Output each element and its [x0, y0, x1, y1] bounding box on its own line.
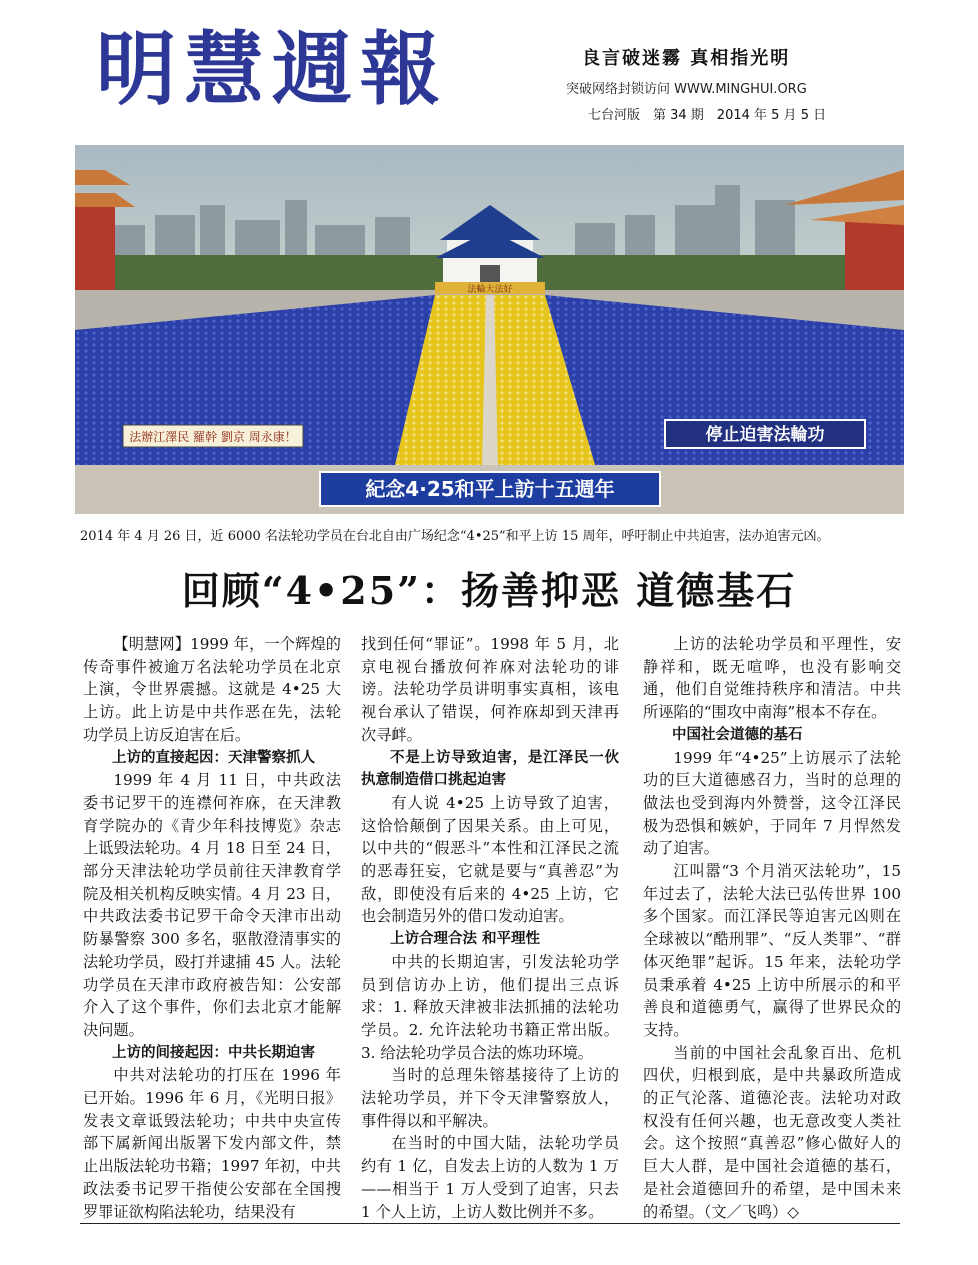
paragraph: 1999 年 4 月 11 日，中共政法委书记罗干的连襟何祚庥，在天津教育学院办的《青少年科技博览》杂志上诋毁法轮功。4 月 18 日至 24 日，部分天津法轮功学员前往天津教育学院及相关机构反映实情。4 月 23 日，中共政法委书记罗干命令天津市出动防暴警察 300 多名，驱散澄清事实的法轮功学员，殴打并逮捕 45 人。法轮功学员在天津市政府被告知：公安部介入了这个事件，你们去北京才能解决问题。	[83, 771, 341, 1039]
subheading: 上访合理合法 和平理性	[390, 931, 541, 948]
bottom-rule	[80, 1223, 900, 1224]
cover-photo	[75, 145, 904, 514]
banner-bottom: 紀念4·25和平上訪十五週年	[365, 477, 615, 501]
plaza-illustration	[75, 145, 904, 514]
stage-sign: 法輪大法好	[467, 285, 513, 295]
paragraph: 【明慧网】1999 年，一个辉煌的传奇事件被逾万名法轮功学员在北京上演，令世界震撼。这就是 4•25 大上访。此上访是中共作恶在先，法轮功学员上访反迫害在后。	[83, 635, 341, 744]
photo-caption: 2014 年 4 月 26 日，近 6000 名法轮功学员在台北自由广场纪念“4•25”和平上访 15 周年，呼吁制止中共迫害，法办迫害元凶。	[80, 529, 830, 544]
article-column-3	[643, 633, 901, 1223]
subheading: 中国社会道德的基石	[672, 726, 803, 743]
subheading: 上访的间接起因：中共长期迫害	[112, 1044, 315, 1061]
paragraph: 找到任何“罪证”。1998 年 5 月，北京电视台播放何祚庥对法轮功的诽谤。法轮功学员讲明事实真相，该电视台承认了错误，何祚庥却到天津再次寻衅。	[361, 635, 619, 744]
banner-right: 停止迫害法輪功	[705, 425, 825, 445]
issue-info: 七台河版 第 34 期 2014 年 5 月 5 日	[588, 108, 827, 123]
masthead	[0, 0, 978, 140]
paragraph: 1999 年“4•25”上访展示了法轮功的巨大道德感召力，当时的总理的做法也受到海内外赞誉，这令江泽民极为恐惧和嫉妒，于同年 7 月悍然发动了迫害。	[643, 748, 901, 858]
paragraph: 上访的法轮功学员和平理性，安静祥和，既无喧哗，也没有影响交通，他们自觉维持秩序和清洁。中共所诬陷的“围攻中南海”根本不存在。	[643, 635, 901, 722]
paragraph: 有人说 4•25 上访导致了迫害，这恰恰颠倒了因果关系。由上可见，以中共的“假恶斗”本性和江泽民之流的恶毒狂妄，它就是要与“真善忍”为敌，即使没有后来的 4•25 上访，它也会制造另外的借口发动迫害。	[361, 793, 619, 926]
subheading: 不是上访导致迫害，是江泽民一伙执意制造借口挑起迫害	[361, 749, 619, 789]
paragraph: 江叫嚣“3 个月消灭法轮功”，15 年过去了，法轮大法已弘传世界 100 多个国家。而江泽民等迫害元凶则在全球被以“酷刑罪”、“反人类罪”、“群体灭绝罪”起诉。15 年来，法轮功学员秉承着 4•25 上访中所展示的和平善良和道德勇气，赢得了世界民众的支持。	[643, 862, 901, 1039]
website-tagline: 突破网络封锁访问 WWW.MINGHUI.ORG	[566, 82, 807, 97]
slogan: 良言破迷霧 真相指光明	[582, 48, 791, 69]
headline: 回顾“4•25”：扬善抑恶 道德基石	[181, 568, 797, 613]
newspaper-logo: 明慧週報	[96, 23, 448, 116]
article-column-1	[83, 633, 341, 1223]
paragraph: 当前的中国社会乱象百出、危机四伏，归根到底，是中共暴政所造成的正气沦落、道德沦丧。法轮功对政权没有任何兴趣，也无意改变人类社会。这个按照“真善忍”修心做好人的巨大人群，是中国社会道德的基石，是社会道德回升的希望，是中国未来的希望。（文／飞鸣）◇	[643, 1043, 901, 1221]
paragraph: 在当时的中国大陆，法轮功学员约有 1 亿，自发去上访的人数为 1 万——相当于 1 万人受到了迫害，只去 1 个人上访，上访人数比例并不多。	[361, 1134, 619, 1221]
subheading: 上访的直接起因：天津警察抓人	[112, 749, 315, 766]
paragraph: 当时的总理朱镕基接待了上访的法轮功学员，并下令天津警察放人，事件得以和平解决。	[361, 1066, 619, 1130]
paragraph: 中共的长期迫害，引发法轮功学员到信访办上访，他们提出三点诉求：1. 释放天津被非法抓捕的法轮功学员。2. 允许法轮功书籍正常出版。3. 给法轮功学员合法的炼功环境。	[361, 952, 619, 1062]
article-column-2	[361, 633, 619, 1223]
banner-left: 法辦江澤民 羅幹 劉京 周永康！	[129, 430, 297, 444]
paragraph: 中共对法轮功的打压在 1996 年已开始。1996 年 6 月，《光明日报》发表文章诋毁法轮功；中共中央宣传部下属新闻出版署下发内部文件，禁止出版法轮功书籍；1997 年初，中共政法委书记罗干指使公安部在全国搜罗罪证欲构陷法轮功，结果没有	[83, 1066, 341, 1221]
